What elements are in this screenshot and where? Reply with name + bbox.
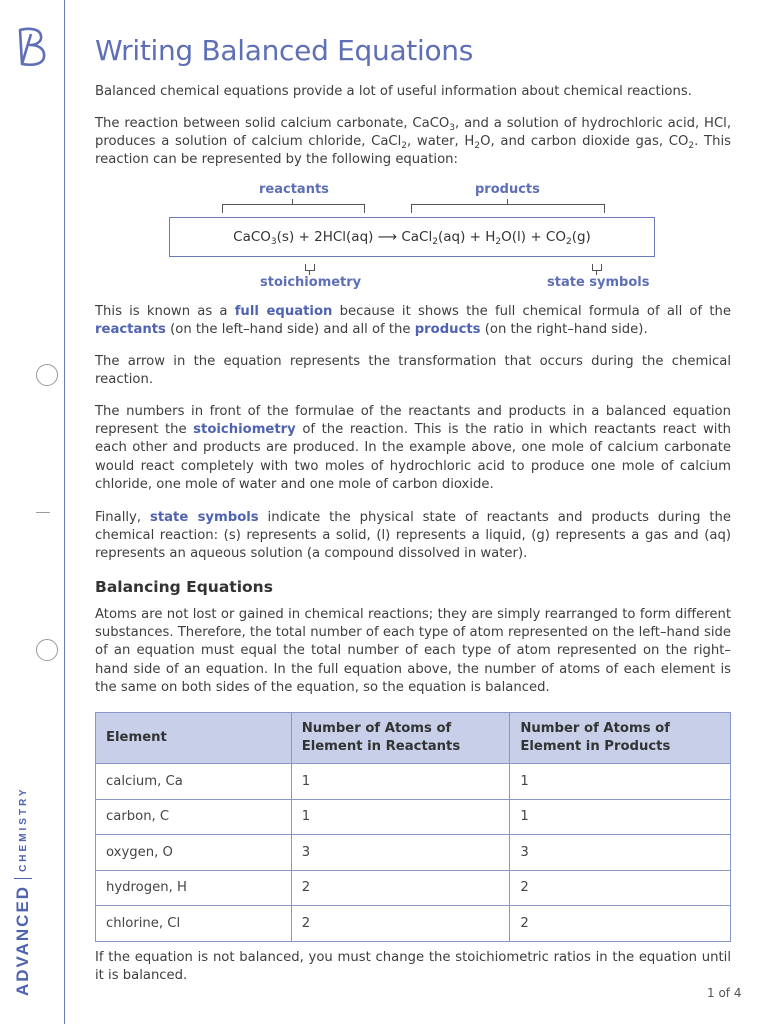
margin-rule bbox=[64, 0, 65, 1024]
table-row: calcium, Ca 1 1 bbox=[96, 764, 731, 800]
reaction-paragraph: The reaction between solid calcium carbonate, CaCO$_3$, and a solution of hydrochloric acid, HCl, produces a solution of calcium chloride, CaCl$_2$, water, $H_2O$, and carbon dioxide gas, $CO_2$. This reaction can be represented by the following equation: bbox=[95, 116, 732, 168]
equation-box bbox=[169, 217, 655, 257]
section-heading: Balancing Equations bbox=[95, 578, 273, 596]
fold-mark bbox=[36, 512, 50, 513]
state-symbols-pointer bbox=[592, 264, 602, 271]
column-header: Element bbox=[96, 713, 292, 764]
column-header: Number of Atoms of Element in Reactants bbox=[291, 713, 510, 764]
balancing-paragraph: Atoms are not lost or gained in chemical reactions; they are simply rearranged to form different substances. Therefore, the total number of each type of atom represented on the left–hand side of an equation must equal the total number of each type of atom represented on the right–hand side of an equation. In the full equation above, the number of atoms of each element is the same on both sides of the equation, so the equation is balanced. bbox=[95, 607, 731, 695]
reactants-brace-tip bbox=[292, 199, 293, 204]
state-symbols-paragraph: Finally, state symbols indicate the physical state of reactants and products during the chemical reaction: (s) represents a solid, (l) represents a liquid, (g) represents a gas and (aq) represents an aqueous solution (a compound dissolved in water). bbox=[95, 510, 732, 562]
table-row: oxygen, O 3 3 bbox=[96, 835, 731, 871]
arrow-paragraph: The arrow in the equation represents the transformation that occurs during the chemical reaction. bbox=[95, 354, 731, 388]
closing-paragraph: If the equation is not balanced, you must change the stoichiometric ratios in the equation until it is balanced. bbox=[95, 950, 731, 984]
table-header-row bbox=[96, 713, 731, 764]
table-row: hydrogen, H 2 2 bbox=[96, 870, 731, 906]
column-header: Number of Atoms of Element in Products bbox=[510, 713, 731, 764]
brand-divider bbox=[14, 878, 32, 879]
products-brace-tip bbox=[507, 199, 508, 204]
page-number: 1 of 4 bbox=[707, 986, 742, 1000]
stoichiometry-pointer bbox=[305, 264, 315, 271]
brand-name: ADVANCED bbox=[13, 884, 32, 996]
table-row: carbon, C 1 1 bbox=[96, 799, 731, 835]
brand-logo bbox=[14, 24, 50, 68]
products-brace bbox=[411, 204, 605, 213]
page-title: Writing Balanced Equations bbox=[95, 34, 474, 67]
chemical-equation: CaCO$_3$(s) + 2HCl(aq) ⟶ CaCl$_2$(aq) + $H_2O(l) + CO_2(g)$ bbox=[233, 229, 591, 247]
brand-vertical-label bbox=[13, 786, 33, 996]
stoichiometry-paragraph: The numbers in front of the formulae of the reactants and products in a balanced equation represent the stoichiometry of the reaction. This is the ratio in which reactants react with each other and products are produced. In the example above, one mole of calcium carbonate would react completely with two moles of hydrochloric acid to produce one mole of calcium chloride, one mole of water and one mole of carbon dioxide. bbox=[95, 404, 731, 492]
state-symbols-label: state symbols bbox=[547, 275, 650, 290]
stoichiometry-label: stoichiometry bbox=[260, 275, 362, 290]
reactants-label: reactants bbox=[259, 182, 329, 197]
atom-count-table bbox=[95, 712, 731, 942]
punch-hole-bottom bbox=[36, 639, 58, 661]
brand-subject: CHEMISTRY bbox=[17, 786, 29, 872]
full-equation-paragraph: This is known as a full equation because it shows the full chemical formula of all of the reactants (on the left–hand side) and all of the products (on the right–hand side). bbox=[95, 304, 731, 338]
reaction-arrow-icon: ⟶ bbox=[377, 229, 398, 245]
products-label: products bbox=[475, 182, 540, 197]
intro-paragraph: Balanced chemical equations provide a lot of useful information about chemical reactions. bbox=[95, 84, 692, 99]
punch-hole-top bbox=[36, 364, 58, 386]
table-row: chlorine, Cl 2 2 bbox=[96, 906, 731, 942]
reactants-brace bbox=[222, 204, 365, 213]
